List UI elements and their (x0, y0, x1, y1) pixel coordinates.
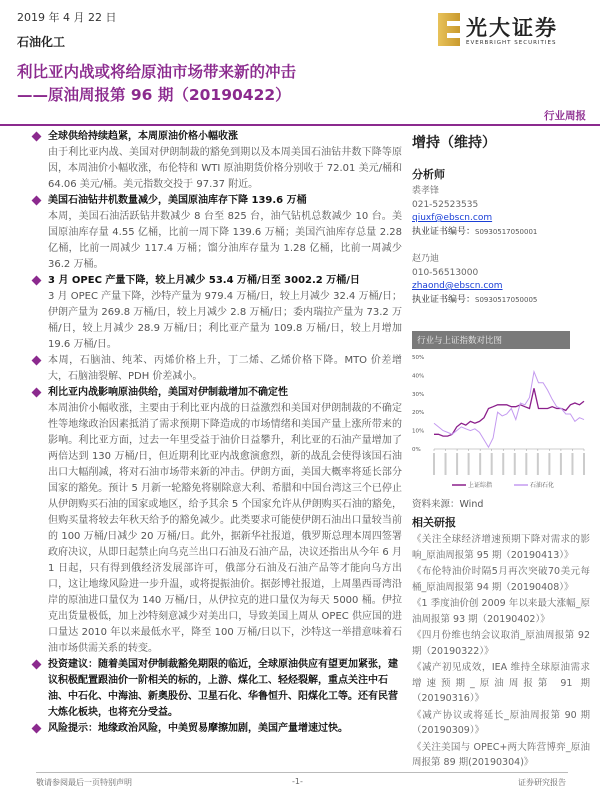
section-heading: 投资建议：随着美国对伊制裁豁免期限的临近，全球原油供应有望更加紧张，建议积极配置跟油价一阶相关的标的，上游、煤化工、轻烃裂解，重点关注中石油、中石化、中海油、新奥股份、卫星石化、华鲁恒升、阳煤化工等。还有民营大炼化板块，也将充分受益。 (48, 659, 398, 718)
y-tick-label: 0% (412, 447, 421, 453)
x-tick-label (571, 453, 573, 475)
header-divider (0, 124, 600, 126)
analyst-email-link[interactable]: zhaond@ebscn.com (412, 281, 503, 291)
footer-divider (36, 772, 568, 773)
diamond-bullet-icon (32, 196, 42, 206)
x-tick-label (491, 453, 493, 475)
x-tick-label (548, 453, 550, 475)
related-heading: 相关研报 (412, 516, 456, 529)
series-line-1 (434, 372, 584, 448)
section-text: 由于利比亚内战、美国对伊朗制裁的豁免到期以及本周美国石油钻井数下降等原因，本周油价小幅收涨，布伦特和 WTI 原油期货价格分别收于 72.01 美元/桶和 64.06 美元/桶。美元指数交投于 97.37 附近。 (48, 147, 402, 190)
diamond-bullet-icon (32, 660, 42, 670)
footer-type: 证券研究报告 (518, 778, 566, 787)
bullet-section (30, 353, 402, 385)
y-tick-label: 40% (412, 373, 425, 380)
license-label: 执业证书编号： (412, 226, 476, 237)
sidebar (412, 129, 590, 772)
related-report-link[interactable]: 《关注全球经济增速预期下降对需求的影响_原油周报第 95 期（20190413）》 (412, 534, 590, 561)
diamond-bullet-icon (32, 724, 42, 734)
rating: 增持（维持） (412, 135, 496, 151)
section-heading: 风险提示：地缘政治风险，中美贸易摩擦加剧，美国产量增速过快。 (48, 723, 348, 734)
section-heading: 美国石油钻井机数量减少，美国原油库存下降 139.6 万桶 (48, 195, 307, 206)
x-tick-label (514, 453, 516, 475)
analyst-phone: 010-56513000 (412, 267, 479, 278)
page-number: -1- (292, 777, 303, 786)
logo-mark-icon (438, 13, 460, 46)
related-report-link[interactable]: 《1 季度油价创 2009 年以来最大涨幅_原油周报第 93 期（20190402）》 (412, 598, 590, 625)
y-tick-label: 20% (412, 410, 425, 417)
diamond-bullet-icon (32, 388, 42, 398)
x-tick-label (456, 453, 458, 475)
report-title: 利比亚内战或将给原油市场带来新的冲击 (17, 63, 297, 81)
license-label: 执业证书编号： (412, 294, 476, 305)
y-tick-label: 50% (412, 355, 425, 361)
bullet-section (30, 721, 402, 737)
related-report-link[interactable]: 《布伦特油价时隔5月再次突破70美元每桶_原油周报第 94 期（20190408）》 (412, 566, 590, 593)
analyst-name: 赵乃迪 (412, 254, 440, 264)
section-heading: 全球供给持续趋紧，本周原油价格小幅收涨 (48, 131, 238, 142)
y-tick-label: 30% (412, 391, 425, 398)
related-reports (412, 532, 590, 771)
section-text: 本周，美国石油活跃钻井数减少 8 台至 825 台，油气钻机总数减少 10 台。美国原油库存量 4.55 亿桶，比前一周下降 139.6 万桶；美国汽油库存总量 2.28 亿桶，比前一周减少 117.4 万桶；馏分油库存量为 1.28 亿桶，比前一周减少 36.2 万桶。 (48, 211, 402, 270)
analyst-email-link[interactable]: qiuxf@ebscn.com (412, 213, 493, 223)
related-report-link[interactable]: 《四月份维也纳会议取消_原油周报第 92 期（20190322）》 (412, 630, 590, 657)
x-tick-label (560, 453, 562, 475)
report-type: 行业周报 (544, 110, 586, 122)
report-date: 2019 年 4 月 22 日 (17, 11, 117, 24)
report-subtitle: ——原油周报第 96 期（20190422） (17, 86, 291, 104)
bullet-section (30, 657, 402, 721)
license-number: S0930517050005 (475, 295, 538, 304)
company-logo (438, 12, 598, 52)
logo-name-cn: 光大证券 (466, 15, 558, 40)
analyst-card (412, 253, 590, 307)
bullet-section (30, 193, 402, 273)
x-tick-label (445, 453, 447, 475)
diamond-bullet-icon (32, 356, 42, 366)
x-tick-label (433, 453, 435, 475)
industry-label: 石油化工 (17, 35, 66, 49)
x-tick-label (525, 453, 527, 475)
legend-label: 石油石化 (530, 482, 555, 489)
footer-disclaimer: 敬请参阅最后一页特别声明 (36, 778, 132, 787)
section-heading: 3 月 OPEC 产量下降，较上月减少 53.4 万桶/日至 3002.2 万桶/日 (48, 275, 360, 286)
x-tick-label (479, 453, 481, 475)
x-tick-label (583, 453, 585, 475)
y-tick-label: 10% (412, 428, 425, 435)
diamond-bullet-icon (32, 132, 42, 142)
analyst-phone: 021-52523535 (412, 199, 479, 210)
x-tick-label (468, 453, 470, 475)
main-body (30, 129, 402, 737)
license-number: S0930517050001 (475, 227, 538, 236)
series-line-0 (434, 388, 584, 436)
analyst-name: 裘孝锋 (412, 186, 440, 196)
bullet-section (30, 273, 402, 353)
bullet-section (30, 385, 402, 657)
x-tick-label (502, 453, 504, 475)
related-report-link[interactable]: 《关注美国与 OPEC+两大阵营博弈_原油周报第 89 期(20190304)》 (412, 741, 590, 768)
comparison-chart (412, 349, 590, 491)
related-report-link[interactable]: 《减产协议或将延长_原油周报第 90 期（20190309）》 (412, 709, 590, 736)
related-report-link[interactable]: 《减产初见成效，IEA 维持全球原油需求增速预期_原油周报第 91 期（20190316）》 (412, 662, 590, 704)
section-text: 本周油价小幅收涨，主要由于利比亚内战的日益激烈和美国对伊朗制裁的不确定性等地缘政治因素抵消了需求预期下降造成的市场情绪和美国产量上涨所带来的影响。利比亚方面，过去一年里受益于油价日益攀升，利比亚的石油产量增加了两倍达到 130 万桶/日，但近期利比亚内战愈演愈烈，新的战乱会使得该国石油出口大幅削减，将对石油市场带来新的冲击。伊朗方面，美国大概率将延长部分国家的豁免。预计 5 月新一轮豁免将剔除意大利、希腊和中国台湾这三个已停止从伊朗购买石油的国家或地区，给予其余 5 个国家允许从伊朗购买石油的豁免，但购买量将较去年秋天给予的豁免减少。此类要求可能使伊朗石油出口量较当前的 100 万桶/日减少 20 万桶/日。此外，据新华社报道，俄罗斯总理本周四签署政府决议，从即日起禁止向乌克兰出口石油及石油产品，决议还指出从今年 6 月 1 日起，只有得到俄经济发展部许可，俄部分石油及石油产品等才能向乌方出口，这让地缘风险进一步升温，或将提振油价。据彭博社报道，上周墨西哥湾沿岸的原油进口量仅为 140 万桶/日，从伊拉克的进口量仅为每天 5000 桶。伊拉克出货量极低，加上沙特刻意减少对美出口，导致美国上周从 OPEC 供应国的进口量达 2010 年以来最低水平，降至 100 万桶/日以下，沙特这一举措意味着石油市场供需关系的转变。 (48, 403, 402, 654)
logo-name-en: EVERBRIGHT SECURITIES (466, 40, 557, 46)
bullet-section (30, 129, 402, 193)
diamond-bullet-icon (32, 276, 42, 286)
analyst-heading: 分析师 (412, 168, 445, 181)
x-tick-label (537, 453, 539, 475)
section-text: 本周，石脑油、纯苯、丙烯价格上升，丁二烯、乙烯价格下降。MTO 价差增大，石脑油裂解、PDH 价差减小。 (48, 355, 402, 382)
analyst-card (412, 185, 590, 239)
chart-source: 资料来源：Wind (412, 499, 484, 510)
legend-label: 上证综指 (468, 482, 493, 489)
chart-title: 行业与上证指数对比图 (412, 331, 570, 349)
section-heading: 利比亚内战影响原油供给，美国对伊制裁增加不确定性 (48, 387, 288, 398)
section-text: 3 月 OPEC 产量下降，沙特产量为 979.4 万桶/日，较上月减少 32.4 万桶/日；伊朗产量为 269.8 万桶/日，较上月减少 2.8 万桶/日；委内瑞拉产量为 73.2 万桶/日，较上月减少 28.9 万桶/日；利比亚产量为 109.8 万桶/日，较上月增加 19.6 万桶/日。 (48, 291, 402, 350)
